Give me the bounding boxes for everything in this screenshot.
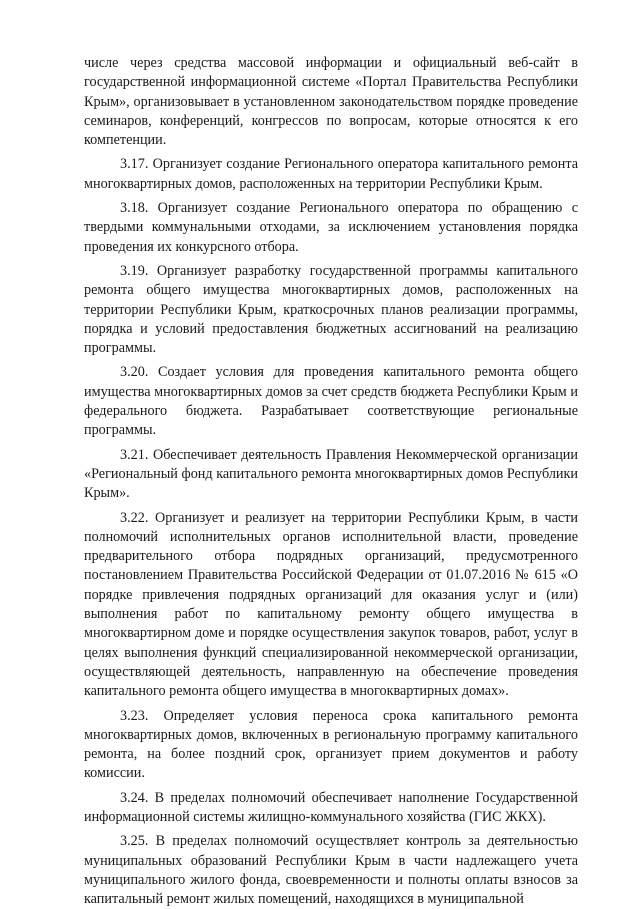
paragraph-3-19: 3.19. Организует разработку государственной программы капитального ремонта общего имущества многоквартирных домов, расположенных на территории Республики Крым, краткосрочных планов реализации программы, порядка и условий предоставления бюджетных ассигнований на реализацию программы. (84, 262, 578, 357)
paragraph-3-22: 3.22. Организует и реализует на территории Республики Крым, в части полномочий исполнительных органов исполнительной власти, проведение предварительного отбора подрядных организаций, предусмотренного постановлением Правительства Российской Федерации от 01.07.2016 № 615 «О порядке привлечения подрядных организаций для оказания услуг и (или) выполнения работ по капитальному ремонту общего имущества в многоквартирном доме и порядке осуществления закупок товаров, работ, услуг в целях выполнения функций специализированной некоммерческой организации, осуществляющей деятельность, направленную на обеспечение проведения капитального ремонта общего имущества в многоквартирных домах». (84, 509, 578, 700)
document-page (84, 54, 578, 909)
paragraph-3-17: 3.17. Организует создание Регионального оператора капитального ремонта многоквартирных домов, расположенных на территории Республики Крым. (84, 156, 578, 192)
paragraph-3-21: 3.21. Обеспечивает деятельность Правления Некоммерческой организации «Региональный фонд капитального ремонта многоквартирных домов Республики Крым». (84, 446, 578, 502)
paragraph-3-23: 3.23. Определяет условия переноса срока капитального ремонта многоквартирных домов, включенных в региональную программу капитального ремонта, на более поздний срок, организует прием документов и работу комиссии. (84, 707, 578, 782)
paragraph-intro: числе через средства массовой информации и официальный веб-сайт в государственной информационной системе «Портал Правительства Республики Крым», организовывает в установленном законодательством порядке проведение семинаров, конференций, конгрессов по вопросам, которые относятся к его компетенции. (84, 55, 578, 149)
paragraph-3-20: 3.20. Создает условия для проведения капитального ремонта общего имущества многоквартирных домов за счет средств бюджета Республики Крым и федерального бюджета. Разрабатывает соответствующие региональные программы. (84, 364, 578, 439)
paragraph-3-18: 3.18. Организует создание Регионального оператора по обращению с твердыми коммунальными отходами, за исключением установления порядка проведения их конкурсного отбора. (84, 200, 578, 255)
paragraph-3-24: 3.24. В пределах полномочий обеспечивает наполнение Государственной информационной системы жилищно-коммунального хозяйства (ГИС ЖКХ). (84, 789, 578, 825)
paragraph-3-25: 3.25. В пределах полномочий осуществляет контроль за деятельностью муниципальных образований Республики Крым в части надлежащего учета муниципального жилого фонда, своевременности и полноты оплаты взносов за капитальный ремонт жилых помещений, находящихся в муниципальной (84, 833, 578, 908)
